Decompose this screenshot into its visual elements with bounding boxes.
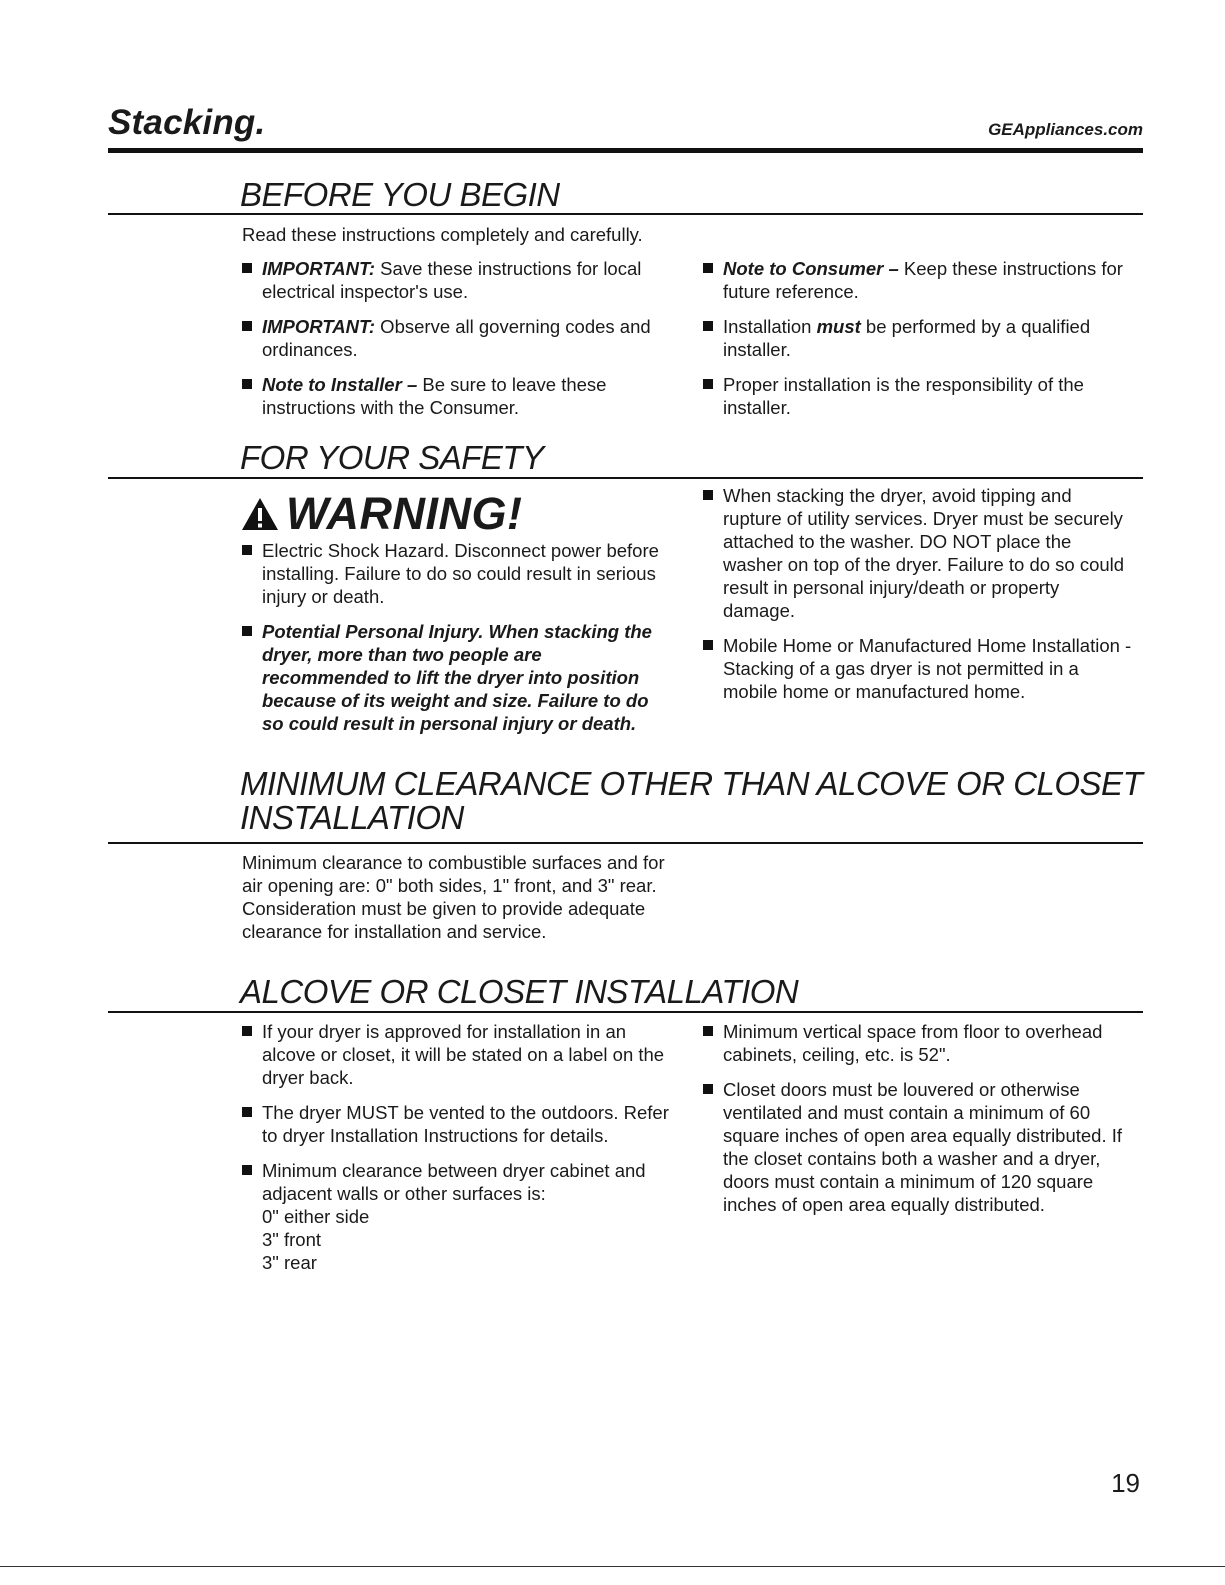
heading-line-2: INSTALLATION <box>240 799 464 836</box>
min-clearance-text: Minimum clearance to combustible surfaces and for air opening are: 0" both sides, 1" front, and 3" rear. Consideration must be given to provide adequate clearance for installation and service. <box>242 852 665 942</box>
list-item: IMPORTANT: Save these instructions for local electrical inspector's use. <box>242 257 662 303</box>
list-item: Note to Installer – Be sure to leave these instructions with the Consumer. <box>242 373 662 419</box>
warning-triangle-icon <box>240 496 280 532</box>
bullet-icon <box>242 379 252 389</box>
section-heading-for-your-safety: FOR YOUR SAFETY <box>240 439 544 476</box>
clearance-item: 0" either side <box>262 1206 370 1227</box>
before-left-list <box>242 257 662 431</box>
list-item: IMPORTANT: Observe all governing codes and ordinances. <box>242 315 662 361</box>
bullet-icon <box>703 263 713 273</box>
section-heading-before-you-begin: BEFORE YOU BEGIN <box>240 176 560 213</box>
list-item: Mobile Home or Manufactured Home Installation - Stacking of a gas dryer is not permitted in a mobile home or manufactured home. <box>703 634 1133 703</box>
section-rule <box>108 213 1143 215</box>
bullet-icon <box>242 1107 252 1117</box>
clearance-item: 3" rear <box>262 1252 317 1273</box>
list-item: Minimum vertical space from floor to overhead cabinets, ceiling, etc. is 52". <box>703 1020 1133 1066</box>
bottom-rule <box>0 1566 1225 1567</box>
section-heading-minimum-clearance <box>240 767 1142 835</box>
warning-title <box>240 488 522 540</box>
page-title: Stacking. <box>108 103 266 142</box>
site-url: GEAppliances.com <box>988 120 1143 139</box>
list-item: Minimum clearance between dryer cabinet and adjacent walls or other surfaces is: 0" either side 3" front 3" rear <box>242 1159 672 1274</box>
bullet-icon <box>242 1026 252 1036</box>
heading-line-1: MINIMUM CLEARANCE OTHER THAN ALCOVE OR CLOSET <box>240 765 1143 802</box>
intro-text: Read these instructions completely and carefully. <box>242 224 643 245</box>
header-rule <box>108 148 1143 153</box>
list-item: Electric Shock Hazard. Disconnect power before installing. Failure to do so could result in serious injury or death. <box>242 539 672 608</box>
page-number: 19 <box>1111 1468 1140 1498</box>
safety-right-list <box>703 484 1133 715</box>
bullet-icon <box>703 379 713 389</box>
list-item: Closet doors must be louvered or otherwise ventilated and must contain a minimum of 60 square inches of open area equally distributed. If the closet contains both a washer and a dryer, doors must contain a minimum of 120 square inches of open area equally distributed. <box>703 1078 1133 1216</box>
section-rule <box>108 477 1143 479</box>
warning-label: WARNING! <box>286 488 523 539</box>
bullet-icon <box>703 640 713 650</box>
section-rule <box>108 842 1143 844</box>
alcove-right-list <box>703 1020 1133 1228</box>
bullet-icon <box>242 321 252 331</box>
bullet-icon <box>242 626 252 636</box>
list-item: Proper installation is the responsibility of the installer. <box>703 373 1123 419</box>
bullet-icon <box>703 490 713 500</box>
bullet-icon <box>242 263 252 273</box>
safety-left-list <box>242 539 672 747</box>
before-right-list <box>703 257 1123 431</box>
section-rule <box>108 1011 1143 1013</box>
list-item: Potential Personal Injury. When stacking the dryer, more than two people are recommended to lift the dryer into position because of its weight and size. Failure to do so could result in personal injury or death. <box>242 620 672 735</box>
list-item: When stacking the dryer, avoid tipping and rupture of utility services. Dryer must be securely attached to the washer. DO NOT place the washer on top of the dryer. Failure to do so could result in personal injury/death or property damage. <box>703 484 1133 622</box>
clearance-list <box>262 1205 672 1274</box>
clearance-item: 3" front <box>262 1229 322 1250</box>
bullet-icon <box>242 1165 252 1175</box>
bullet-icon <box>703 1084 713 1094</box>
list-item: If your dryer is approved for installation in an alcove or closet, it will be stated on a label on the dryer back. <box>242 1020 672 1089</box>
list-item: Note to Consumer – Keep these instructions for future reference. <box>703 257 1123 303</box>
alcove-left-list <box>242 1020 672 1286</box>
bullet-icon <box>703 1026 713 1036</box>
bullet-icon <box>242 545 252 555</box>
list-item: The dryer MUST be vented to the outdoors. Refer to dryer Installation Instructions for details. <box>242 1101 672 1147</box>
list-item: Installation must be performed by a qualified installer. <box>703 315 1123 361</box>
section-heading-alcove: ALCOVE OR CLOSET INSTALLATION <box>240 973 799 1010</box>
bullet-icon <box>703 321 713 331</box>
